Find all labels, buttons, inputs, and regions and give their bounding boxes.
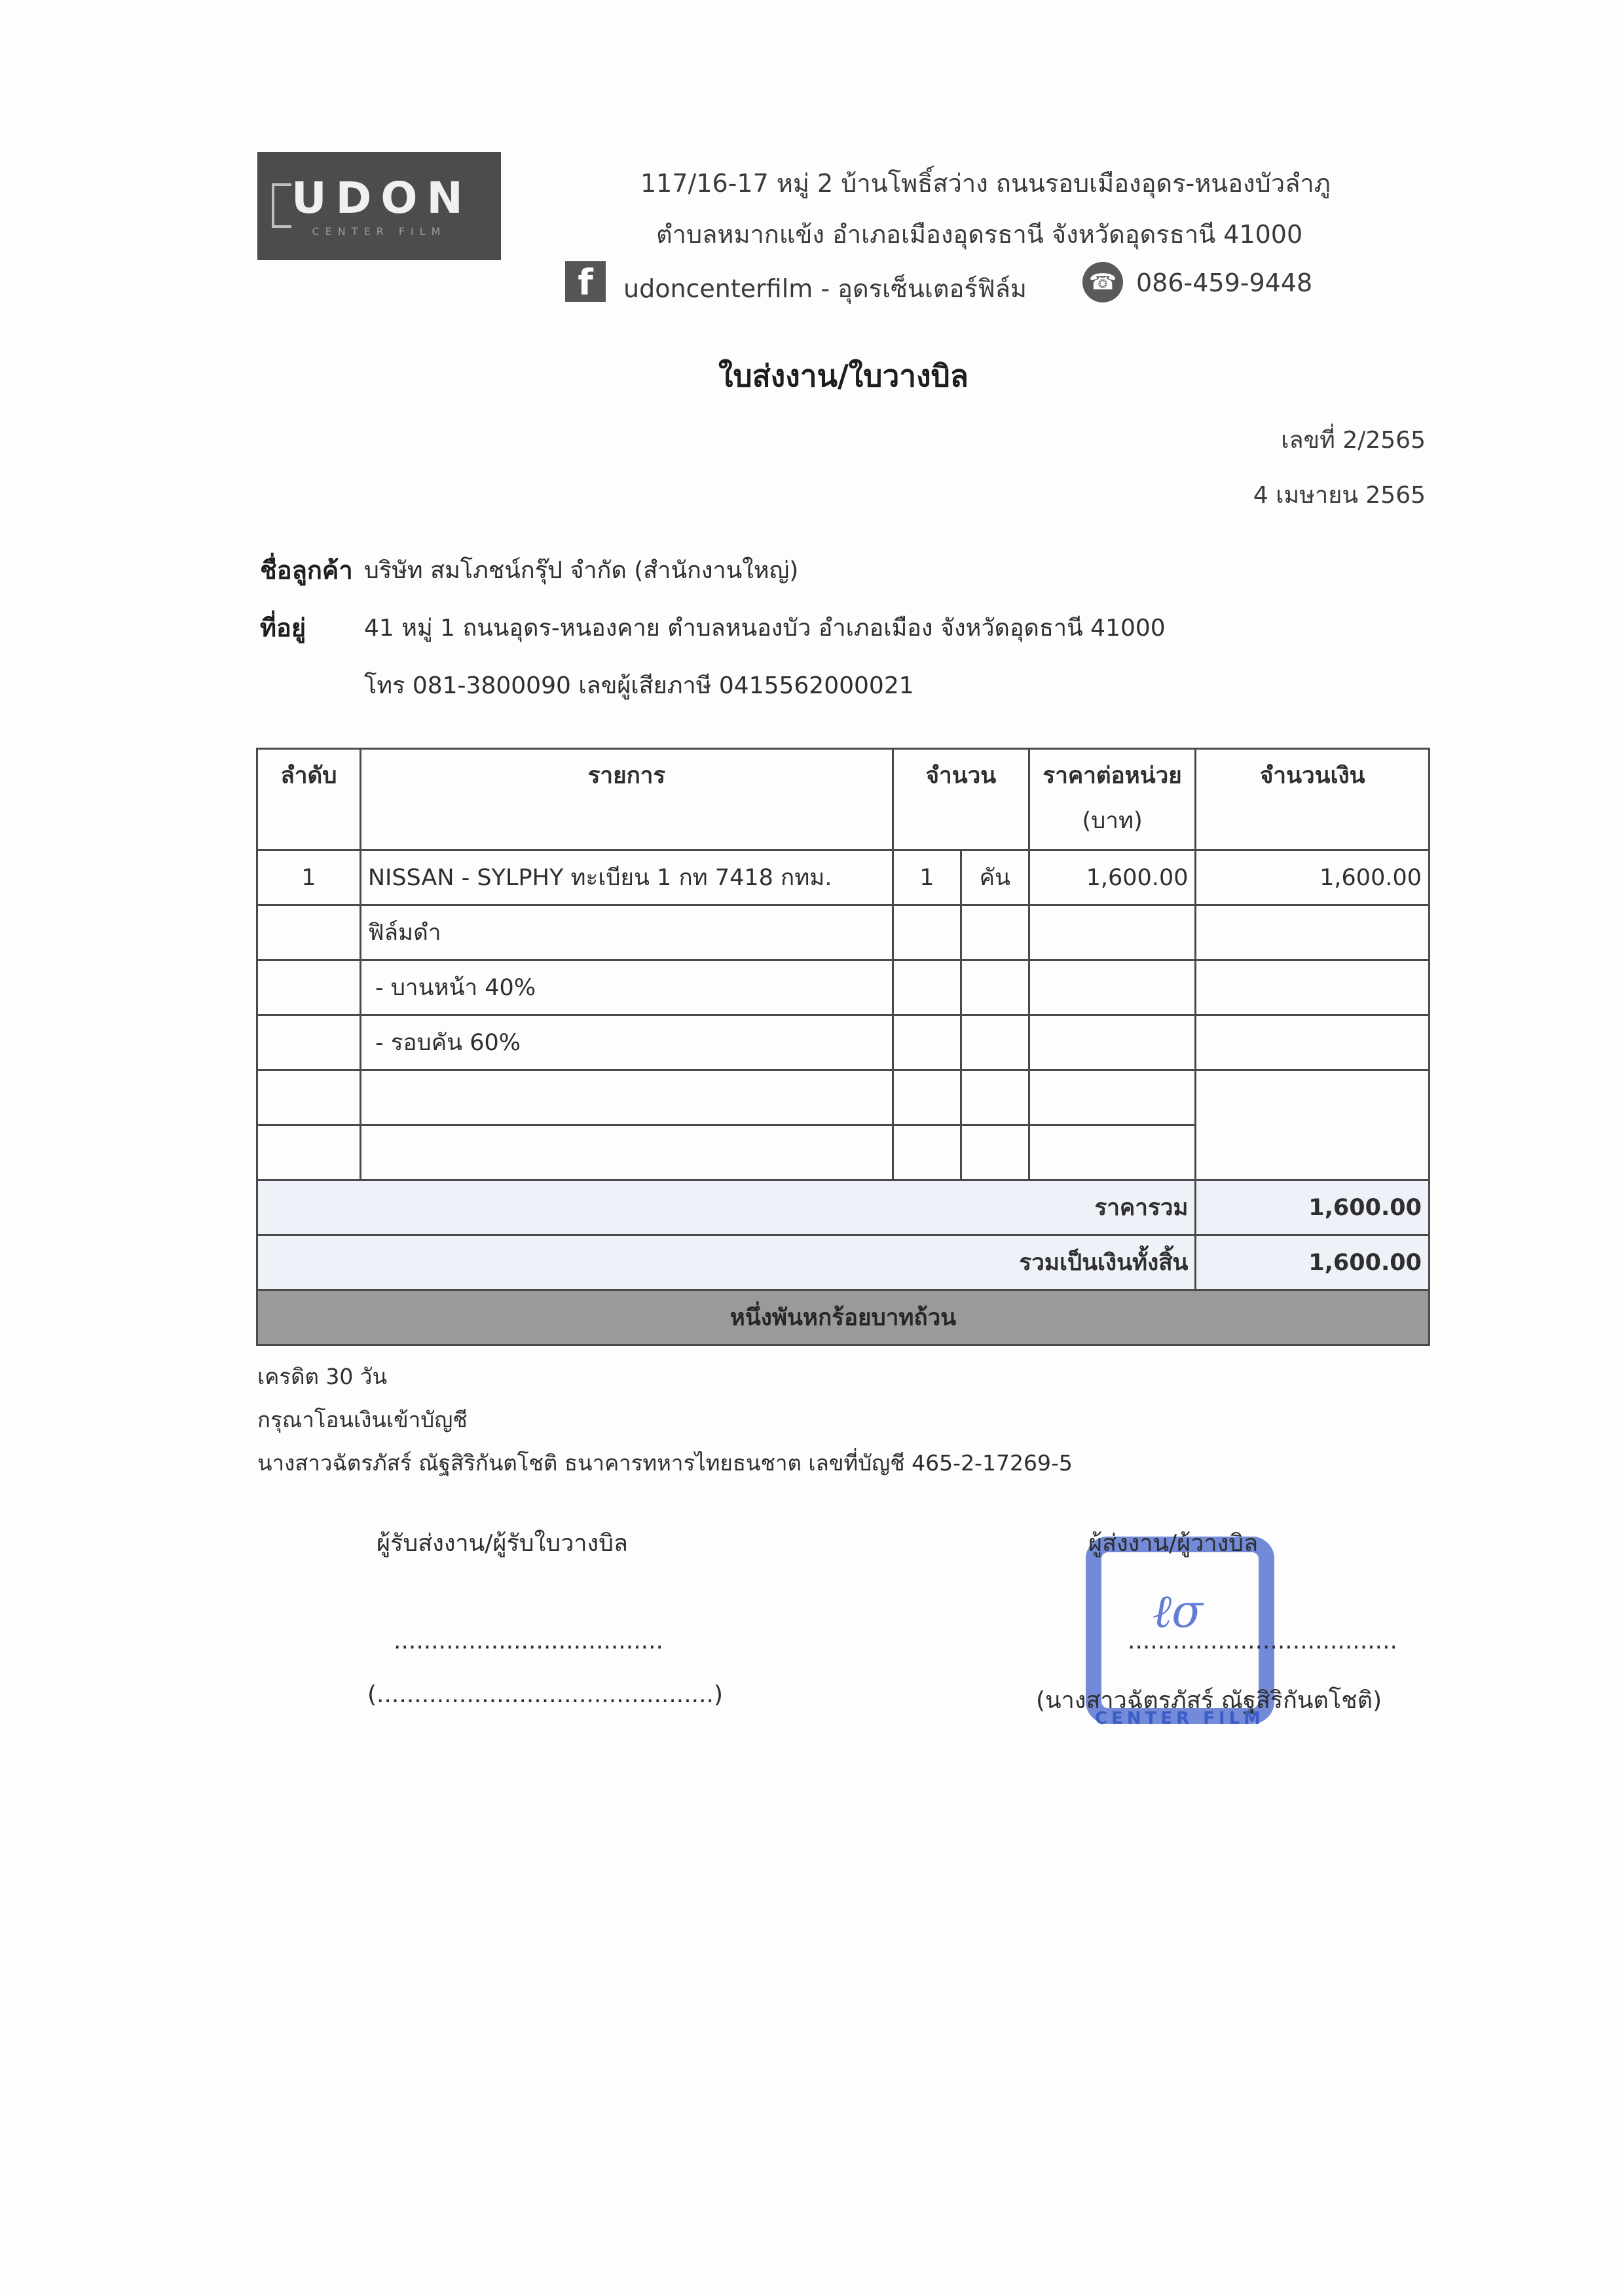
bank-account: นางสาวฉัตรภัสร์ ณัฐสิริกันตโชติ ธนาคารทหารไทยธนชาต เลขที่บัญชี 465-2-17269-5: [257, 1450, 1073, 1476]
facebook-name: udoncenterfilm - อุดรเซ็นเตอร์ฟิล์ม: [623, 274, 1027, 303]
total-value: 1,600.00: [1196, 1235, 1430, 1290]
empty-cell: [1029, 1125, 1196, 1180]
logo-subtext: CENTER FILM: [312, 225, 447, 238]
table-row: [257, 1015, 1430, 1070]
table-row: [257, 905, 1430, 960]
logo-text: UDON: [291, 173, 472, 223]
row-unit: [961, 1015, 1029, 1070]
total-label: รวมเป็นเงินทั้งสิ้น: [257, 1235, 1196, 1290]
document-date: 4 เมษายน 2565: [1253, 482, 1426, 509]
total-row: [257, 1235, 1430, 1290]
row-item: NISSAN - SYLPHY ทะเบียน 1 กท 7418 กทม.: [360, 850, 893, 905]
table-row: [257, 850, 1430, 905]
sender-signature-line: ....................................: [1128, 1628, 1397, 1654]
header-unit-price-label: ราคาต่อหน่วย: [1043, 763, 1182, 789]
items-table: [256, 748, 1430, 1346]
row-qty: [893, 960, 961, 1015]
total-words: หนึ่งพันหกร้อยบาทถ้วน: [257, 1290, 1430, 1345]
customer-name: บริษัท สมโภชน์กรุ๊ป จำกัด (สำนักงานใหญ่): [364, 557, 799, 584]
stamp-text: CENTER FILM: [1095, 1709, 1265, 1728]
empty-cell: [893, 1070, 961, 1125]
table-header-row: [257, 749, 1430, 850]
row-item: - บานหน้า 40%: [360, 960, 893, 1015]
empty-cell: [1196, 1070, 1430, 1180]
row-price: 1,600.00: [1029, 850, 1196, 905]
empty-cell: [893, 1125, 961, 1180]
subtotal-label: ราคารวม: [257, 1180, 1196, 1235]
sender-name: (นางสาวฉัตรภัสร์ ณัฐสิริกันตโชติ): [1036, 1687, 1382, 1714]
row-qty: 1: [893, 850, 961, 905]
sender-label: ผู้ส่งงาน/ผู้วางบิล: [1088, 1530, 1259, 1557]
customer-address-label: ที่อยู่: [260, 613, 306, 642]
row-no: 1: [257, 850, 361, 905]
row-price: [1029, 960, 1196, 1015]
empty-cell: [257, 1125, 361, 1180]
document-title: ใบส่งงาน/ใบวางบิล: [718, 358, 969, 393]
header-unit-price: [1029, 749, 1196, 850]
company-address-line1: 117/16-17 หมู่ 2 บ้านโพธิ์สว่าง ถนนรอบเมืองอุดร-หนองบัวลำภู: [640, 169, 1331, 198]
header-amount: จำนวนเงิน: [1196, 749, 1430, 850]
row-qty: [893, 1015, 961, 1070]
credit-terms: เครดิต 30 วัน: [257, 1364, 387, 1389]
empty-cell: [360, 1125, 893, 1180]
row-item: - รอบคัน 60%: [360, 1015, 893, 1070]
row-no: [257, 905, 361, 960]
row-unit: [961, 960, 1029, 1015]
empty-cell: [257, 1070, 361, 1125]
row-item: ฟิล์มดำ: [360, 905, 893, 960]
receiver-label: ผู้รับส่งงาน/ผู้รับใบวางบิล: [377, 1530, 628, 1557]
logo-bracket: [272, 183, 291, 228]
total-words-row: [257, 1290, 1430, 1345]
subtotal-value: 1,600.00: [1196, 1180, 1430, 1235]
row-unit: [961, 905, 1029, 960]
row-amount: [1196, 905, 1430, 960]
customer-name-label: ชื่อลูกค้า: [260, 556, 353, 585]
empty-cell: [961, 1125, 1029, 1180]
table-row-empty: [257, 1070, 1430, 1125]
company-logo: [257, 152, 501, 260]
header-unit-price-sub: (บาท): [1082, 808, 1143, 834]
document-number: เลขที่ 2/2565: [1281, 427, 1426, 454]
row-unit: คัน: [961, 850, 1029, 905]
row-no: [257, 960, 361, 1015]
facebook-icon: f: [565, 261, 606, 302]
subtotal-row: [257, 1180, 1430, 1235]
empty-cell: [360, 1070, 893, 1125]
row-amount: [1196, 1015, 1430, 1070]
transfer-note: กรุณาโอนเงินเข้าบัญชี: [257, 1407, 468, 1432]
receiver-signature-line: ....................................: [394, 1628, 663, 1654]
header-no: ลำดับ: [257, 749, 361, 850]
customer-address: 41 หมู่ 1 ถนนอุดร-หนองคาย ตำบลหนองบัว อำเภอเมือง จังหวัดอุดธานี 41000: [364, 615, 1166, 642]
row-price: [1029, 1015, 1196, 1070]
phone-icon: ☎: [1082, 262, 1123, 302]
handwritten-signature: ℓσ: [1153, 1584, 1203, 1638]
row-amount: [1196, 960, 1430, 1015]
row-amount: 1,600.00: [1196, 850, 1430, 905]
table-row: [257, 960, 1430, 1015]
customer-contact: โทร 081-3800090 เลขผู้เสียภาษี 0415562000021: [364, 672, 914, 699]
empty-cell: [961, 1070, 1029, 1125]
header-qty: จำนวน: [893, 749, 1029, 850]
receiver-name: (.............................................): [367, 1681, 724, 1708]
row-price: [1029, 905, 1196, 960]
company-phone: 086-459-9448: [1136, 268, 1313, 297]
row-no: [257, 1015, 361, 1070]
header-item: รายการ: [360, 749, 893, 850]
empty-cell: [1029, 1070, 1196, 1125]
company-address-line2: ตำบลหมากแข้ง อำเภอเมืองอุดรธานี จังหวัดอุดรธานี 41000: [656, 220, 1303, 249]
row-qty: [893, 905, 961, 960]
